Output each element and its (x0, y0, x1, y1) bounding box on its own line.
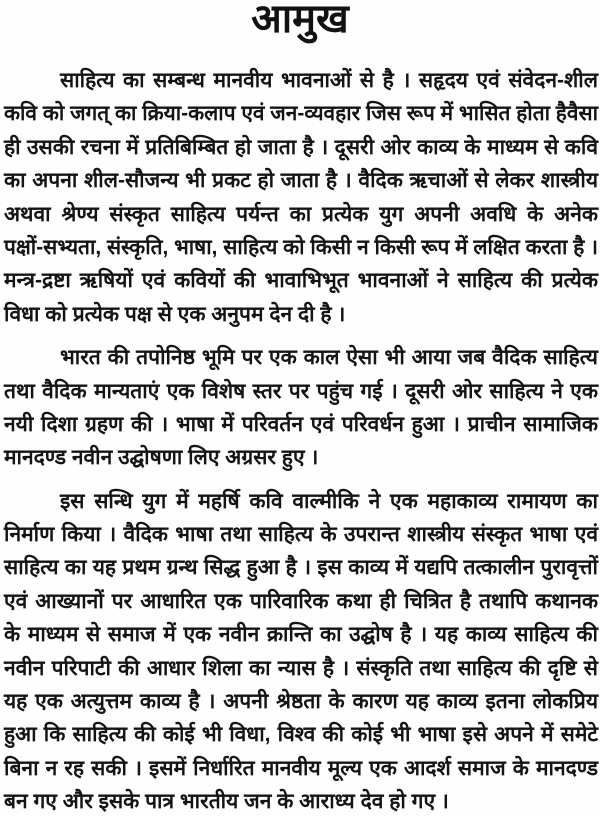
text-line: यह एक अत्युत्तम काव्य है । अपनी श्रेष्ठता के कारण यह काव्य इतना लोकप्रिय (4, 690, 598, 714)
text-line: पक्षों-सभ्यता, संस्कृति, भाषा, साहित्य को किसी न किसी रूप में लक्षित करता है । (4, 235, 599, 259)
text-line: साहित्य का सम्बन्ध मानवीय भावनाओं से है । सहृदय एवं संवेदन-शील (60, 69, 598, 92)
text-line: के माध्यम से समाज में एक नवीन क्रान्ति का उद्घोष है । यह काव्य साहित्य की (4, 623, 598, 647)
text-line: बिना न रह सकी । इसमें निर्धारित मानवीय मूल्य एक आदर्श समाज के मानदण्ड (4, 756, 598, 780)
page-title: आमुख (251, 0, 349, 41)
text-line: कवि को जगत् का क्रिया-कलाप एवं जन-व्यवहार जिस रूप में भासित होता हैवैसा (4, 102, 598, 126)
text-line: विधा को प्रत्येक पक्ष से एक अनुपम देन दी है । (4, 302, 346, 326)
body-text (4, 64, 598, 829)
text-line: इस सन्धि युग में महर्षि कवि वाल्मीकि ने एक महाकाव्य रामायण का (60, 489, 598, 513)
text-line: ही उसकी रचना में प्रतिबिम्बित हो जाता है । दूसरी ओर काव्य के माध्यम से कवि (4, 135, 598, 159)
text-line: साहित्य का यह प्रथम ग्रन्थ सिद्ध हुआ है । इस काव्य में यद्यपि तत्कालीन पुरावृत्तों (4, 556, 598, 580)
text-line: बन गए और इसके पात्र भारतीय जन के आराध्य देव हो गए । (4, 790, 449, 814)
paragraph-2 (4, 341, 598, 475)
text-line: नवीन परिपाटी की आधार शिला का न्यास है । संस्कृति तथा साहित्य की दृष्टि से (4, 656, 598, 680)
text-line: तथा वैदिक मान्यताएं एक विशेष स्तर पर पहुंच गई । दूसरी ओर साहित्य ने एक (4, 379, 598, 403)
text-line: मन्त्र-द्रष्टा ऋषियों एवं कवियों की भावाभिभूत भावनाओं ने साहित्य की प्रत्येक (4, 269, 598, 293)
text-line: का अपना शील-सौजन्य भी प्रकट हो जाता है । वैदिक ऋचाओं से लेकर शास्त्रीय (4, 169, 598, 193)
text-line: अथवा श्रेण्य संस्कृत साहित्य पर्यन्त का प्रत्येक युग अपनी अवधि के अनेक (4, 202, 598, 226)
text-line: हुआ कि साहित्य की कोई भी विधा, विश्व की कोई भी भाषा इसे अपने में समेटे (4, 723, 598, 747)
text-line: मानदण्ड नवीन उद्घोषणा लिए अग्रसर हुए । (4, 446, 319, 470)
paragraph-3 (4, 485, 598, 819)
text-line: नयी दिशा ग्रहण की । भाषा में परिवर्तन एवं परिवर्धन हुआ । प्राचीन सामाजिक (4, 412, 598, 436)
paragraph-1 (4, 64, 598, 331)
text-line: भारत की तपोनिष्ठ भूमि पर एक काल ऐसा भी आया जब वैदिक साहित्य (60, 346, 598, 370)
text-line: एवं आख्यानों पर आधारित एक पारिवारिक कथा ही चित्रित है तथापि कथानक (4, 589, 598, 613)
text-line: निर्माण किया । वैदिक भाषा तथा साहित्य के उपरान्त शास्त्रीय संस्कृत भाषा एवं (4, 523, 598, 547)
